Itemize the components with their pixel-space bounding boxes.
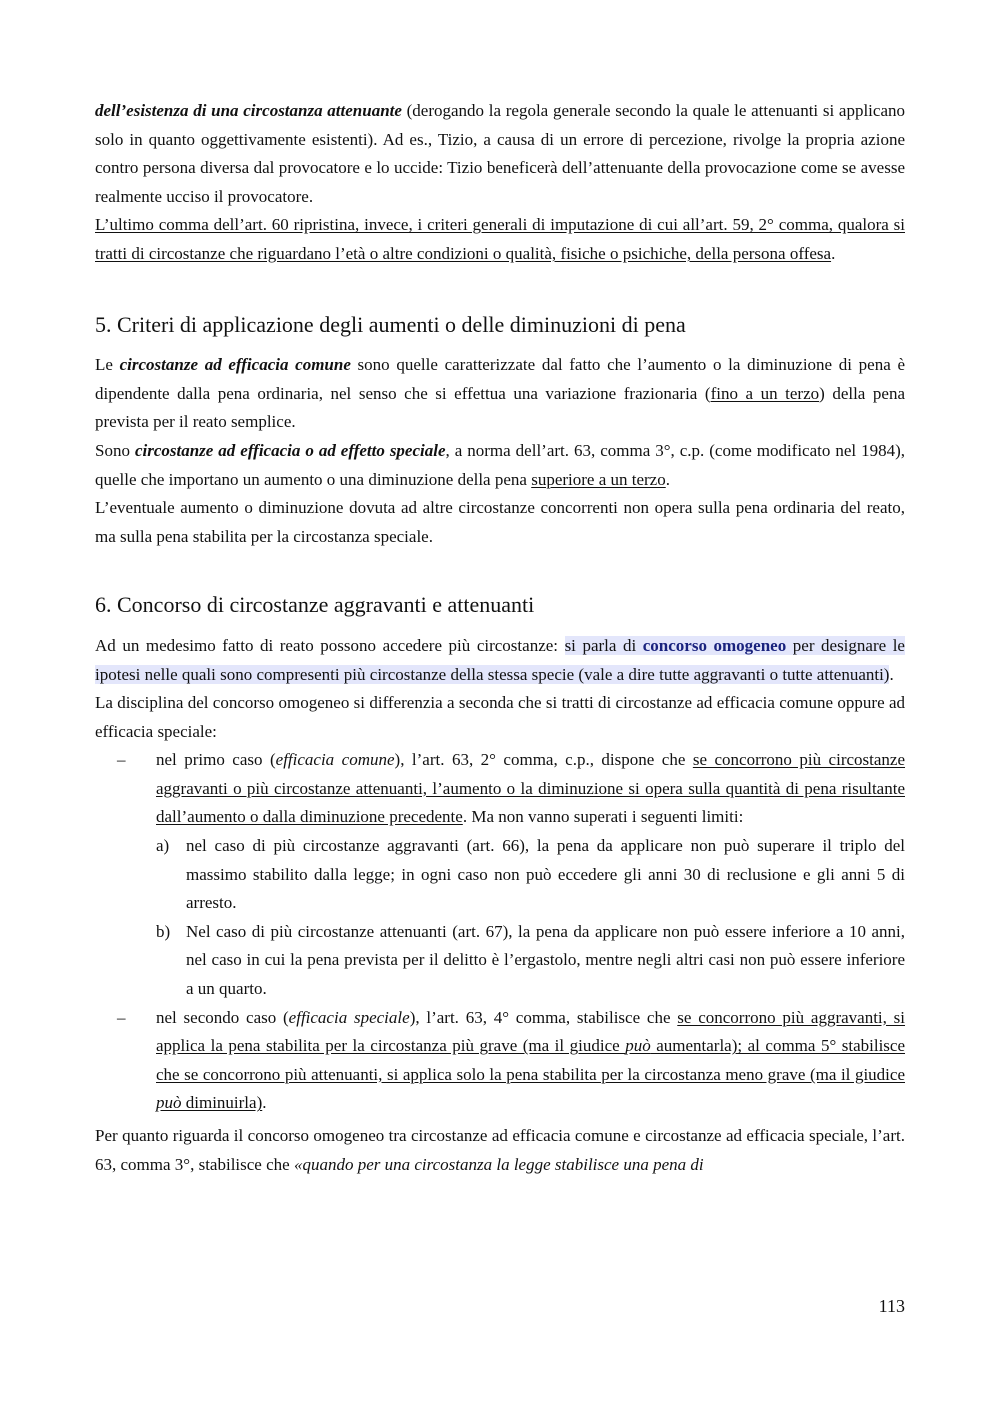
list-item-text: Nel caso di più circostanze attenuanti (art. 67), la pena da applicare non può essere inferiore a 10 anni, nel caso in cui la pena prevista per il delitto è l’ergastolo, mentre negli altri casi non può essere inferiore a un quarto. [186, 921, 905, 999]
underlined-text: fino a un terzo [710, 383, 820, 403]
dash-bullet: – [117, 1007, 126, 1027]
page-number: 113 [878, 1296, 905, 1316]
paragraph-disciplina: La disciplina del concorso omogeneo si differenzia a seconda che si tratti di circostanze ad efficacia comune oppure ad efficacia speciale: [95, 693, 905, 741]
list-item-text: nel caso di più circostanze aggravanti (art. 66), la pena da applicare non può superare il triplo del massimo stabilito dalla legge; in ogni caso non può eccedere gli anni 30 di reclusione e gli anni 5 di arresto. [186, 836, 905, 913]
underlined-text: L’ultimo comma dell’art. 60 ripristina, invece, i criteri generali di imputazione di cui all’art. 59, 2° comma, qualora si tratti di circostanze che riguardano l’età o altre condizioni o qualità, fisiche o psichiche, della persona offesa [95, 215, 905, 263]
underlined-italic-text: può [156, 1093, 182, 1113]
bold-italic-phrase: dell’esistenza di una circostanza attenuante [95, 101, 402, 120]
bold-italic-phrase: circostanze ad efficacia o ad effetto speciale [134, 440, 446, 460]
paragraph-attenuante [95, 97, 905, 211]
text-run: Per quanto riguarda il concorso omogeneo tra circostanze ad efficacia comune e circostanze ad efficacia speciale, l’art. 63, comma 3°, stabilisce che [95, 1126, 905, 1174]
text-run: . [262, 1093, 267, 1113]
highlighted-bold-term: concorso omogeneo [642, 635, 787, 655]
text-run: nel secondo caso ( [156, 1007, 289, 1027]
paragraph-art60 [95, 211, 905, 268]
bold-italic-phrase: circostanze ad efficacia comune [119, 355, 351, 375]
text-run: Ad un medesimo fatto di reato possono accedere più circostanze: [95, 635, 565, 655]
text-run: . [889, 664, 894, 684]
text-run: . [831, 243, 836, 263]
list-item-primo-caso [95, 746, 905, 832]
paragraph-efficacia-comune [95, 351, 905, 437]
underlined-text: se concorrono più circostanze aggravanti o più circostanze attenuanti, l’aumento o la diminuzione si opera sulla quantità di pena risultante dall’aumento o dalla diminuzione precedente [156, 750, 906, 827]
italic-term: efficacia speciale [288, 1007, 410, 1027]
paragraph-efficacia-speciale [95, 437, 905, 494]
list-item-text [156, 746, 905, 832]
section-heading-5: 5. Criteri di applicazione degli aumenti o delle diminuzioni di pena [95, 311, 686, 337]
list-item-secondo-caso [95, 1004, 905, 1118]
underlined-text: diminuirla) [181, 1093, 263, 1113]
text-run: sono quelle caratterizzate dal fatto che l’aumento o la diminuzione di pena è dipendente dalla pena ordinaria, nel senso che si effettua una variazione frazionaria ( [95, 355, 905, 403]
text-run: . [665, 469, 670, 489]
list-item-a [95, 832, 905, 918]
text-run: ), l’art. 63, 2° comma, c.p., dispone che [394, 750, 693, 770]
text-run: , a norma dell’art. 63, comma 3°, c.p. (come modificato nel 1984), quelle che importano un aumento o una diminuzione della pena [95, 440, 905, 489]
list-item-text [156, 1004, 905, 1118]
document-page [95, 97, 905, 1179]
text-run: Le [95, 355, 120, 375]
highlighted-text: si parla di [564, 635, 643, 655]
underlined-italic-text: può [625, 1036, 651, 1056]
italic-term: efficacia comune [275, 750, 395, 770]
highlighted-text: per designare le ipotesi nelle quali sono compresenti più circostanze della stessa specie (vale a dire tutte aggravanti o tutte attenuanti) [95, 635, 905, 684]
text-run: Sono [95, 440, 135, 460]
text-run: nel primo caso ( [156, 750, 276, 770]
paragraph-eventuale-aumento: L’eventuale aumento o diminuzione dovuta ad altre circostanze concorrenti non opera sulla pena ordinaria del reato, ma sulla pena stabilita per la circostanza speciale. [95, 498, 905, 546]
list-marker-a: a) [156, 836, 170, 856]
underlined-text: aumentarla); al comma 5° stabilisce che se concorrono più attenuanti, si applica solo la pena stabilita per la circostanza meno grave (ma il giudice [156, 1036, 906, 1084]
paragraph-concorso-omogeneo [95, 632, 905, 689]
dash-bullet: – [117, 750, 126, 770]
list-item-b [95, 918, 905, 1004]
text-run: (derogando la regola generale secondo la quale le attenuanti si applicano solo in quanto oggettivamente esistenti). Ad es., Tizio, a causa di un errore di percezione, rivolge la propria azione contro persona diversa dal provocatore e lo uccide: Tizio beneficerà dell’attenuante della provocazione come se avesse realmente ucciso il provocatore. [95, 101, 905, 206]
text-run: ), l’art. 63, 4° comma, stabilisce che [409, 1007, 678, 1027]
underlined-text: se concorrono più aggravanti, si applica la pena stabilita per la circostanza più grave (ma il giudice [156, 1007, 906, 1056]
text-run: ) della pena prevista per il reato semplice. [95, 383, 905, 432]
list-marker-b: b) [156, 921, 171, 941]
section-heading-6: 6. Concorso di circostanze aggravanti e attenuanti [95, 592, 535, 618]
text-run: . Ma non vanno superati i seguenti limiti: [462, 807, 744, 827]
paragraph-concorso-comune-speciale [95, 1122, 905, 1179]
underlined-text: superiore a un terzo [531, 469, 666, 489]
italic-quote: «quando per una circostanza la legge stabilisce una pena di [293, 1154, 704, 1174]
